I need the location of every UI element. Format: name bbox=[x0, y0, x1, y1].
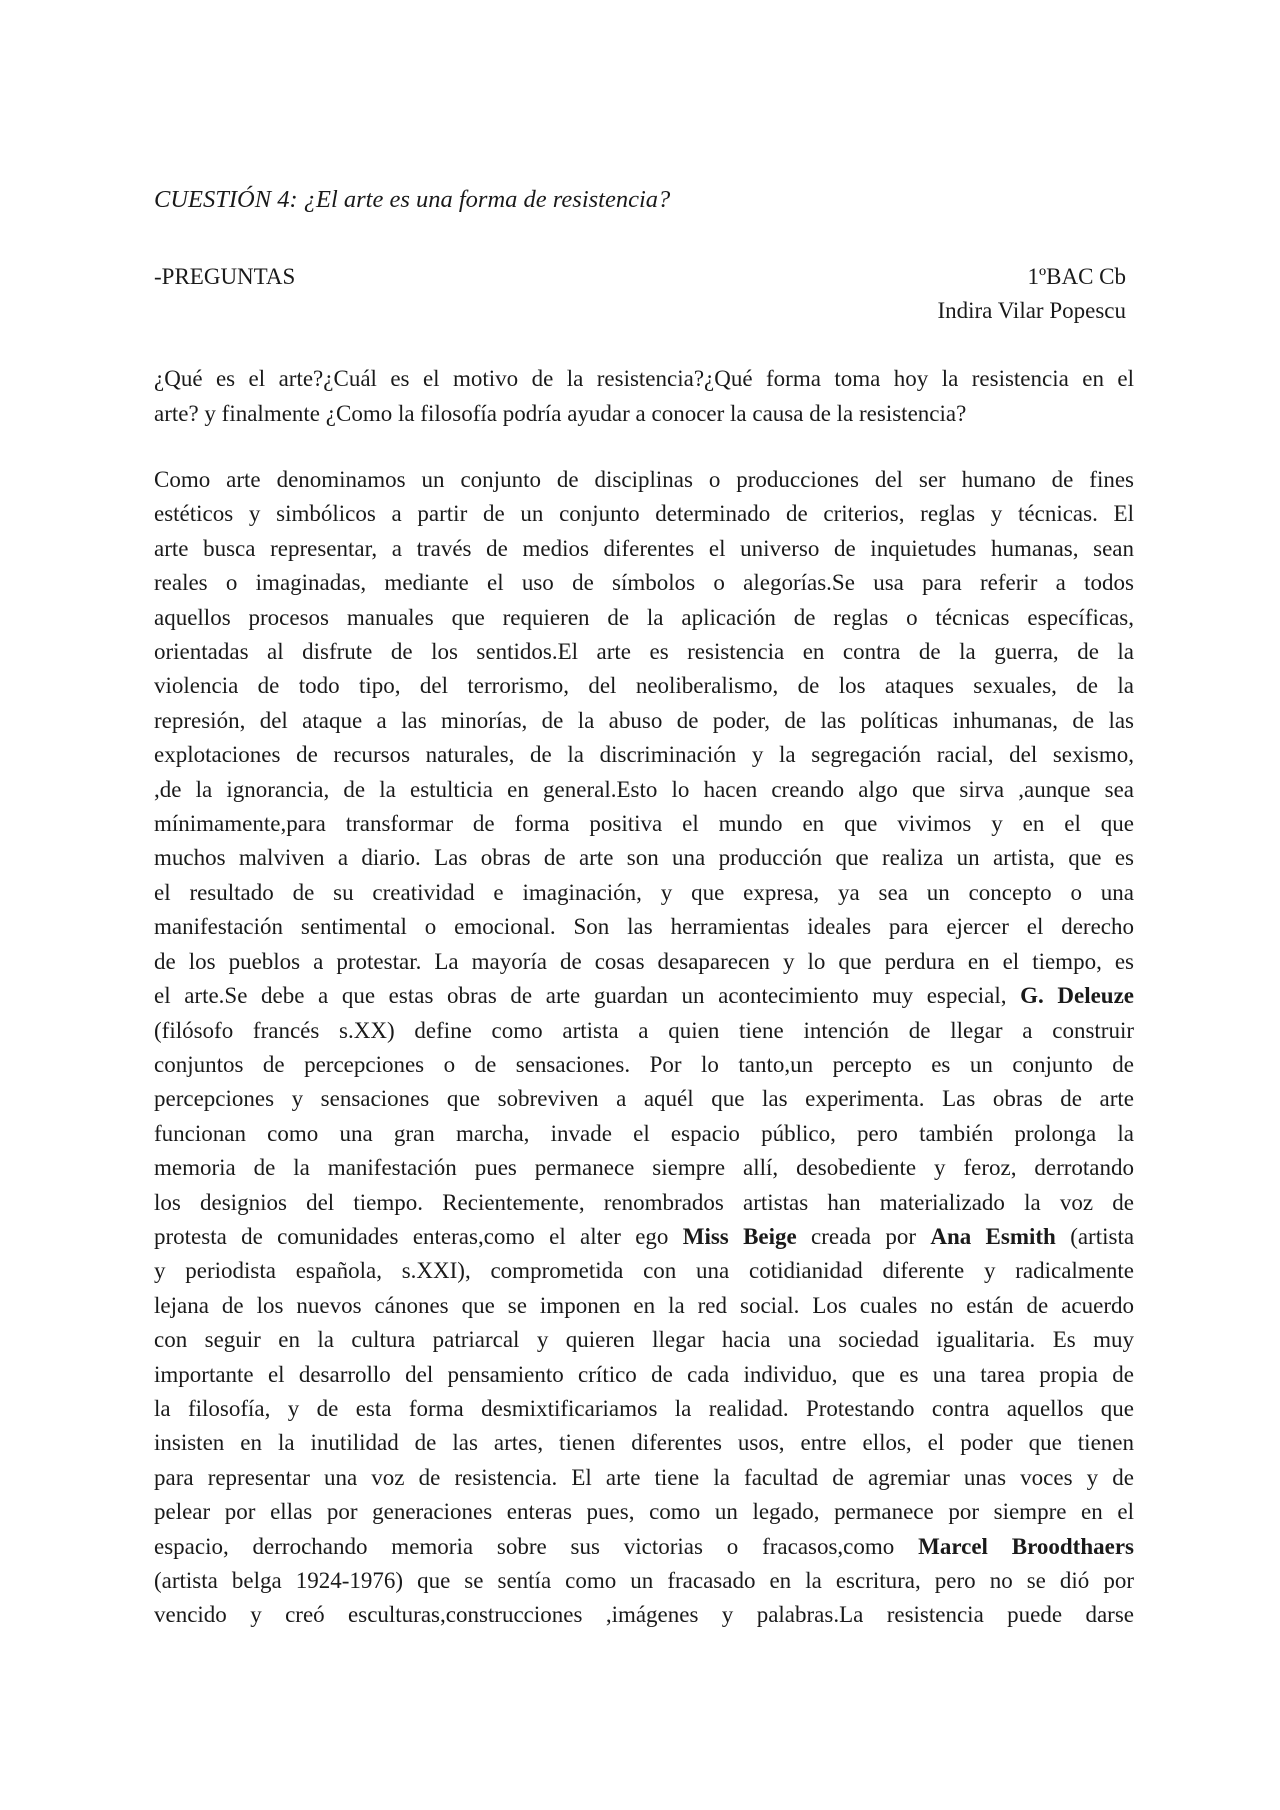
body-line-text: (artista bbox=[1070, 1223, 1135, 1249]
body-line: Como arte denominamos un conjunto de disciplinas o producciones del ser humano de fines bbox=[154, 467, 1134, 492]
body-line-text: el arte.Se debe a que estas obras de arte guardan un acontecimiento muy especial, bbox=[154, 983, 1007, 1009]
intro-line: arte? y finalmente ¿Como la filosofía podría ayudar a conocer la causa de la resistencia? bbox=[154, 400, 967, 426]
body-line: (artista belga 1924-1976) que se sentía como un fracasado en la escritura, pero no se dió por bbox=[154, 1568, 1134, 1593]
body-line: orientadas al disfrute de los sentidos.El arte es resistencia en contra de la guerra, de la bbox=[154, 639, 1134, 665]
author-name: Indira Vilar Popescu bbox=[937, 298, 1126, 323]
body-line: aquellos procesos manuales que requieren de la aplicación de reglas o técnicas específicas, bbox=[154, 604, 1134, 630]
body-line: arte busca representar, a través de medios diferentes el universo de inquietudes humanas, sean bbox=[154, 535, 1134, 561]
intro-line: ¿Qué es el arte?¿Cuál es el motivo de la resistencia?¿Qué forma toma hoy la resistencia en el bbox=[154, 366, 1134, 391]
body-line-text: protesta de comunidades enteras,como el alter ego bbox=[154, 1223, 669, 1249]
body-line: insisten en la inutilidad de las artes, tienen diferentes usos, entre ellos, el poder que tienen bbox=[154, 1430, 1134, 1456]
body-line: (filósofo francés s.XX) define como artista a quien tiene intención de llegar a construir bbox=[154, 1017, 1134, 1043]
body-line: con seguir en la cultura patriarcal y quieren llegar hacia una sociedad igualitaria. Es muy bbox=[154, 1327, 1134, 1353]
intro-questions bbox=[154, 362, 1134, 431]
body-line: memoria de la manifestación pues permanece siempre allí, desobediente y feroz, derrotando bbox=[154, 1155, 1134, 1181]
body-line: el resultado de su creatividad e imaginación, y que expresa, ya sea un concepto o una bbox=[154, 879, 1134, 905]
bold-name-deleuze: G. Deleuze bbox=[1020, 983, 1135, 1009]
body-line: pelear por ellas por generaciones enteras pues, como un legado, permanece por siempre en el bbox=[154, 1499, 1134, 1525]
body-line: percepciones y sensaciones que sobreviven a aquél que las experimenta. Las obras de arte bbox=[154, 1086, 1134, 1112]
body-line: lejana de los nuevos cánones que se imponen en la red social. Los cuales no están de acuerdo bbox=[154, 1292, 1134, 1318]
author-block bbox=[937, 260, 1126, 328]
body-line: explotaciones de recursos naturales, de la discriminación y la segregación racial, del sexismo, bbox=[154, 742, 1134, 768]
body-line bbox=[154, 1220, 1134, 1254]
body-line: para representar una voz de resistencia. El arte tiene la facultad de agremiar unas voces y de bbox=[154, 1464, 1134, 1490]
body-line: estéticos y simbólicos a partir de un conjunto determinado de criterios, reglas y técnicas. El bbox=[154, 501, 1134, 527]
body-line bbox=[154, 979, 1134, 1013]
body-line: importante el desarrollo del pensamiento crítico de cada individuo, que es una tarea propia de bbox=[154, 1361, 1134, 1387]
body-line bbox=[154, 1530, 1134, 1564]
bold-name-ana-esmith: Ana Esmith bbox=[930, 1223, 1056, 1249]
body-text bbox=[154, 463, 1134, 1633]
body-line: funcionan como una gran marcha, invade el espacio público, pero también prolonga la bbox=[154, 1120, 1134, 1146]
document-title: CUESTIÓN 4: ¿El arte es una forma de resistencia? bbox=[154, 186, 671, 213]
body-line: los designios del tiempo. Recientemente, renombrados artistas han materializado la voz de bbox=[154, 1189, 1134, 1215]
body-line-text: espacio, derrochando memoria sobre sus victorias o fracasos,como bbox=[154, 1533, 895, 1559]
body-line: manifestación sentimental o emocional. Son las herramientas ideales para ejercer el derecho bbox=[154, 914, 1134, 940]
body-line-text: creada por bbox=[811, 1223, 917, 1249]
bold-name-miss-beige: Miss Beige bbox=[682, 1223, 797, 1249]
section-label: -PREGUNTAS bbox=[154, 264, 296, 289]
body-line: vencido y creó esculturas,construcciones ,imágenes y palabras.La resistencia puede darse bbox=[154, 1602, 1134, 1628]
body-line: la filosofía, y de esta forma desmixtificariamos la realidad. Protestando contra aquellos que bbox=[154, 1395, 1134, 1421]
body-line: mínimamente,para transformar de forma positiva el mundo en que vivimos y en el que bbox=[154, 811, 1134, 837]
body-line: conjuntos de percepciones o de sensaciones. Por lo tanto,un percepto es un conjunto de bbox=[154, 1051, 1134, 1077]
body-line: de los pueblos a protestar. La mayoría de cosas desaparecen y lo que perdura en el tiempo, es bbox=[154, 948, 1134, 974]
body-line: muchos malviven a diario. Las obras de arte son una producción que realiza un artista, que es bbox=[154, 845, 1134, 871]
body-line: reales o imaginadas, mediante el uso de símbolos o alegorías.Se usa para referir a todos bbox=[154, 570, 1134, 596]
body-line: ,de la ignorancia, de la estulticia en general.Esto lo hacen creando algo que sirva ,aunque sea bbox=[154, 776, 1134, 802]
body-line: represión, del ataque a las minorías, de la abuso de poder, de las políticas inhumanas, de las bbox=[154, 707, 1134, 733]
body-line: violencia de todo tipo, del terrorismo, del neoliberalismo, de los ataques sexuales, de la bbox=[154, 673, 1134, 699]
bold-name-broodthaers: Marcel Broodthaers bbox=[918, 1533, 1134, 1559]
course-label: 1ºBAC Cb bbox=[1027, 264, 1126, 289]
body-line: y periodista española, s.XXI), comprometida con una cotidianidad diferente y radicalmente bbox=[154, 1258, 1134, 1284]
